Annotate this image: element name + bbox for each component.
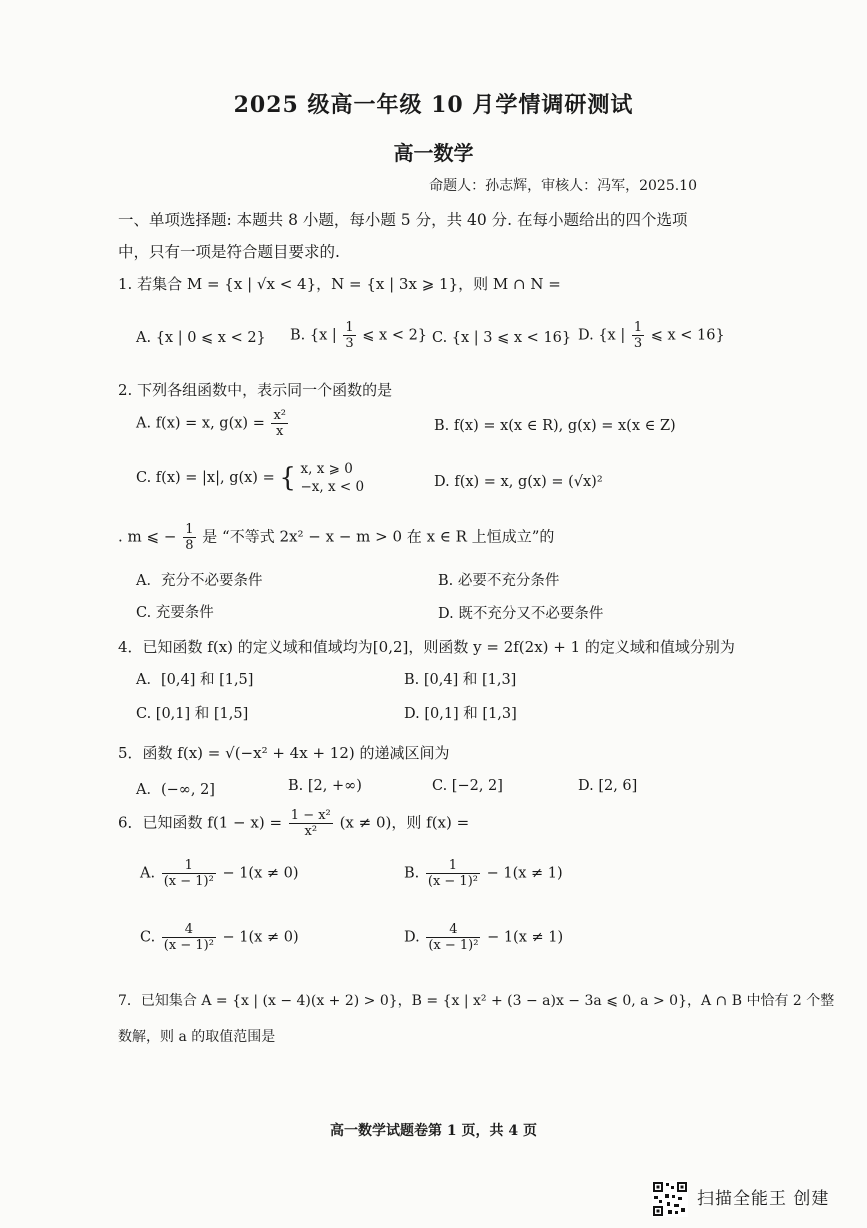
fraction-option: [426, 922, 480, 953]
fraction-numerator: 1: [162, 858, 216, 874]
fraction-numerator: 4: [426, 922, 480, 938]
authors-line: 命题人：孙志辉，审核人：冯军，2025.10: [429, 178, 697, 194]
left-brace-icon: {: [279, 463, 296, 493]
piecewise-cases: [301, 460, 365, 496]
question-3-suffix: 是 “不等式 2x² − x − m > 0 在 x ∈ R 上恒成立”的: [202, 527, 555, 546]
fraction-denominator: (x − 1)²: [163, 874, 214, 889]
subject-title: 高一数学: [393, 141, 474, 165]
question-7-stem-line-2: 数解，则 a 的取值范围是: [118, 1029, 276, 1045]
question-7-stem-line-1: 7．已知集合 A = {x | (x − 4)(x + 2) > 0}，B = {x | x² + (3 − a)x − 3a ⩽ 0, a > 0}，A ∩ B 中恰有 2 个整: [118, 993, 835, 1009]
question-4-option-b: B. [0,4] 和 [1,3]: [404, 672, 517, 688]
question-2-option-b: B. f(x) = x(x ∈ R), g(x) = x(x ∈ Z): [434, 418, 676, 434]
option-label: D.: [404, 929, 420, 946]
fraction-denominator: (x − 1)²: [163, 938, 214, 953]
fraction-numerator: 1: [633, 320, 643, 335]
question-4-option-c: C. [0,1] 和 [1,5]: [136, 706, 249, 722]
scanner-watermark: 扫描全能王 创建: [697, 1189, 830, 1209]
fraction-option: [162, 922, 216, 953]
option-d-prefix: D. {x |: [578, 327, 626, 344]
question-3-option-b: B. 必要不充分条件: [438, 573, 560, 589]
question-6-stem: [118, 808, 469, 839]
question-1-option-d: [578, 320, 725, 351]
question-6-prefix: 6．已知函数 f(1 − x) =: [118, 813, 283, 832]
question-3-option-a: A．充分不必要条件: [136, 573, 263, 589]
question-3-option-d: D. 既不充分又不必要条件: [438, 606, 604, 622]
option-d-suffix: ⩽ x < 16}: [650, 327, 725, 344]
option-suffix: − 1(x ≠ 1): [487, 929, 564, 946]
option-label: C.: [140, 929, 156, 946]
section-heading: 一、单项选择题: 本题共 8 小题，每小题 5 分，共 40 分. 在每小题给出的四个选项中，只有一项是符合题目要求的.: [118, 211, 688, 261]
fraction-denominator: 3: [345, 336, 354, 351]
exam-title: 2025 级高一年级 10 月学情调研测试: [233, 92, 634, 118]
option-label: B.: [404, 865, 420, 882]
fraction-numerator: 1: [345, 320, 354, 335]
question-3-stem: [118, 522, 554, 553]
fraction-numerator: 1 − x²: [290, 808, 331, 823]
question-4-option-a: A．[0,4] 和 [1,5]: [136, 672, 254, 688]
option-c-prefix: C. f(x) = |x|, g(x) =: [136, 470, 275, 486]
question-5-option-c: C. [−2, 2]: [432, 778, 503, 794]
fraction-numerator: 1: [426, 858, 480, 874]
question-5-option-a: A．(−∞, 2]: [136, 782, 215, 798]
question-6-option-d: [404, 922, 563, 953]
question-2-option-d: D. f(x) = x, g(x) = (√x)²: [434, 474, 603, 490]
fraction-denominator: x²: [304, 824, 318, 839]
fraction-numerator: x²: [273, 408, 286, 423]
option-b-suffix: ⩽ x < 2}: [362, 327, 428, 344]
fraction-one-eighth: [183, 522, 195, 553]
option-label: A.: [140, 865, 156, 882]
option-b-prefix: B. {x |: [290, 327, 337, 344]
question-5-option-d: D. [2, 6]: [578, 778, 638, 794]
page-footer: 高一数学试题卷第 1 页，共 4 页: [330, 1123, 537, 1139]
question-3-option-c: C. 充要条件: [136, 605, 214, 621]
option-suffix: − 1(x ≠ 0): [222, 929, 299, 946]
question-6-option-a: [140, 858, 299, 889]
fraction-denominator: 3: [633, 336, 643, 351]
fraction-stem: [289, 808, 333, 839]
question-1-option-c: C. {x | 3 ⩽ x < 16}: [432, 330, 572, 346]
question-4-option-d: D. [0,1] 和 [1,3]: [404, 706, 517, 722]
fraction-denominator: x: [276, 424, 284, 439]
fraction-denominator: (x − 1)²: [427, 874, 478, 889]
question-4-stem: 4．已知函数 f(x) 的定义域和值域均为[0,2]，则函数 y = 2f(2x) + 1 的定义域和值域分别为: [118, 638, 735, 656]
fraction-one-third: [343, 320, 355, 351]
qr-code-icon: [652, 1181, 688, 1217]
question-6-option-c: [140, 922, 299, 953]
piecewise-case-2: −x, x < 0: [300, 479, 365, 495]
question-2-option-c: [136, 460, 364, 496]
option-suffix: − 1(x ≠ 1): [486, 865, 563, 882]
fraction-x-squared-over-x: [271, 408, 288, 439]
fraction-one-third: [632, 320, 644, 351]
fraction-denominator: (x − 1)²: [428, 938, 479, 953]
question-5-option-b: B. [2, +∞): [288, 778, 362, 794]
question-6-option-b: [404, 858, 563, 889]
question-3-prefix: . m ⩽ −: [118, 527, 177, 546]
fraction-option: [426, 858, 480, 889]
option-suffix: − 1(x ≠ 0): [222, 865, 299, 882]
piecewise-case-1: x, x ⩾ 0: [300, 461, 353, 477]
fraction-denominator: 8: [185, 538, 194, 553]
question-1-option-a: A. {x | 0 ⩽ x < 2}: [136, 330, 266, 346]
question-2-stem: 2. 下列各组函数中，表示同一个函数的是: [118, 381, 393, 399]
question-1-option-b: [290, 320, 427, 351]
fraction-numerator: 4: [162, 922, 216, 938]
question-6-suffix: (x ≠ 0)，则 f(x) =: [339, 813, 470, 832]
question-1-stem: 1. 若集合 M = {x | √x < 4}，N = {x | 3x ⩾ 1}，则 M ∩ N =: [118, 275, 561, 293]
question-5-stem: 5．函数 f(x) = √(−x² + 4x + 12) 的递减区间为: [118, 744, 450, 762]
option-a-prefix: A. f(x) = x, g(x) =: [136, 415, 265, 432]
question-2-option-a: [136, 408, 290, 439]
fraction-numerator: 1: [185, 522, 194, 537]
fraction-option: [162, 858, 216, 889]
